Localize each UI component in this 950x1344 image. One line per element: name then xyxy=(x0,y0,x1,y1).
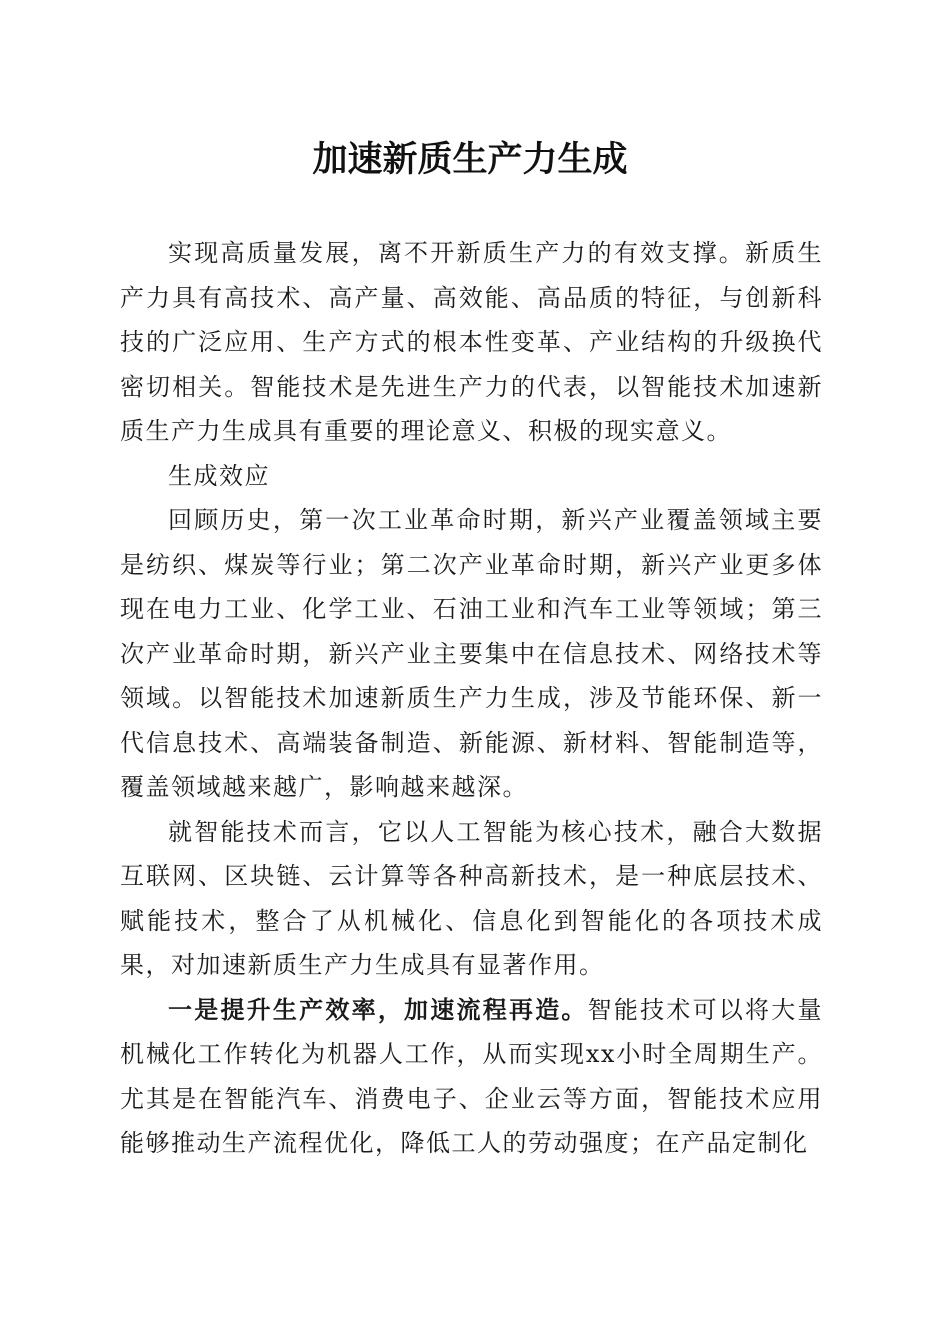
section-heading xyxy=(120,454,823,499)
document-title: 加速新质生产力生成 xyxy=(312,139,628,180)
paragraph-text: 回顾历史，第一次工业革命时期，新兴产业覆盖领域主要是纺织、煤炭等行业；第二次产业革命时期，新兴产业更多体现在电力工业、化学工业、石油工业和汽车工业等领域；第三次产业革命时期，新兴产业主要集中在信息技术、网络技术等领域。以智能技术加速新质生产力生成，涉及节能环保、新一代信息技术、高端装备制造、新能源、新材料、智能制造等，覆盖领域越来越广，影响越来越深。 xyxy=(120,506,823,801)
paragraph-lead: 一是提升生产效率，加速流程再造。 xyxy=(168,994,588,1024)
paragraph-text: 实现高质量发展，离不开新质生产力的有效支撑。新质生产力具有高技术、高产量、高效能、高品质的特征，与创新科技的广泛应用、生产方式的根本性变革、产业结构的升级换代密切相关。智能技术是先进生产力的代表，以智能技术加速新质生产力生成具有重要的理论意义、积极的现实意义。 xyxy=(120,239,823,445)
paragraph-text: 就智能技术而言，它以人工智能为核心技术，融合大数据互联网、区块链、云计算等各种高新技术，是一种底层技术、赋能技术，整合了从机械化、信息化到智能化的各项技术成果，对加速新质生产力生成具有显著作用。 xyxy=(120,817,823,979)
document-body xyxy=(120,231,823,1166)
paragraph-intro xyxy=(120,231,823,454)
section-heading-text: 生成效应 xyxy=(168,461,270,490)
paragraph-point-one xyxy=(120,988,823,1166)
paragraph-intelligent-tech xyxy=(120,810,823,988)
paragraph-text: 智能技术可以将大量机械化工作转化为机器人工作，从而实现xx小时全周期生产。尤其是在智能汽车、消费电子、企业云等方面，智能技术应用能够推动生产流程优化，降低工人的劳动强度；在产品定制化 xyxy=(120,995,824,1157)
paragraph-history xyxy=(120,498,823,810)
